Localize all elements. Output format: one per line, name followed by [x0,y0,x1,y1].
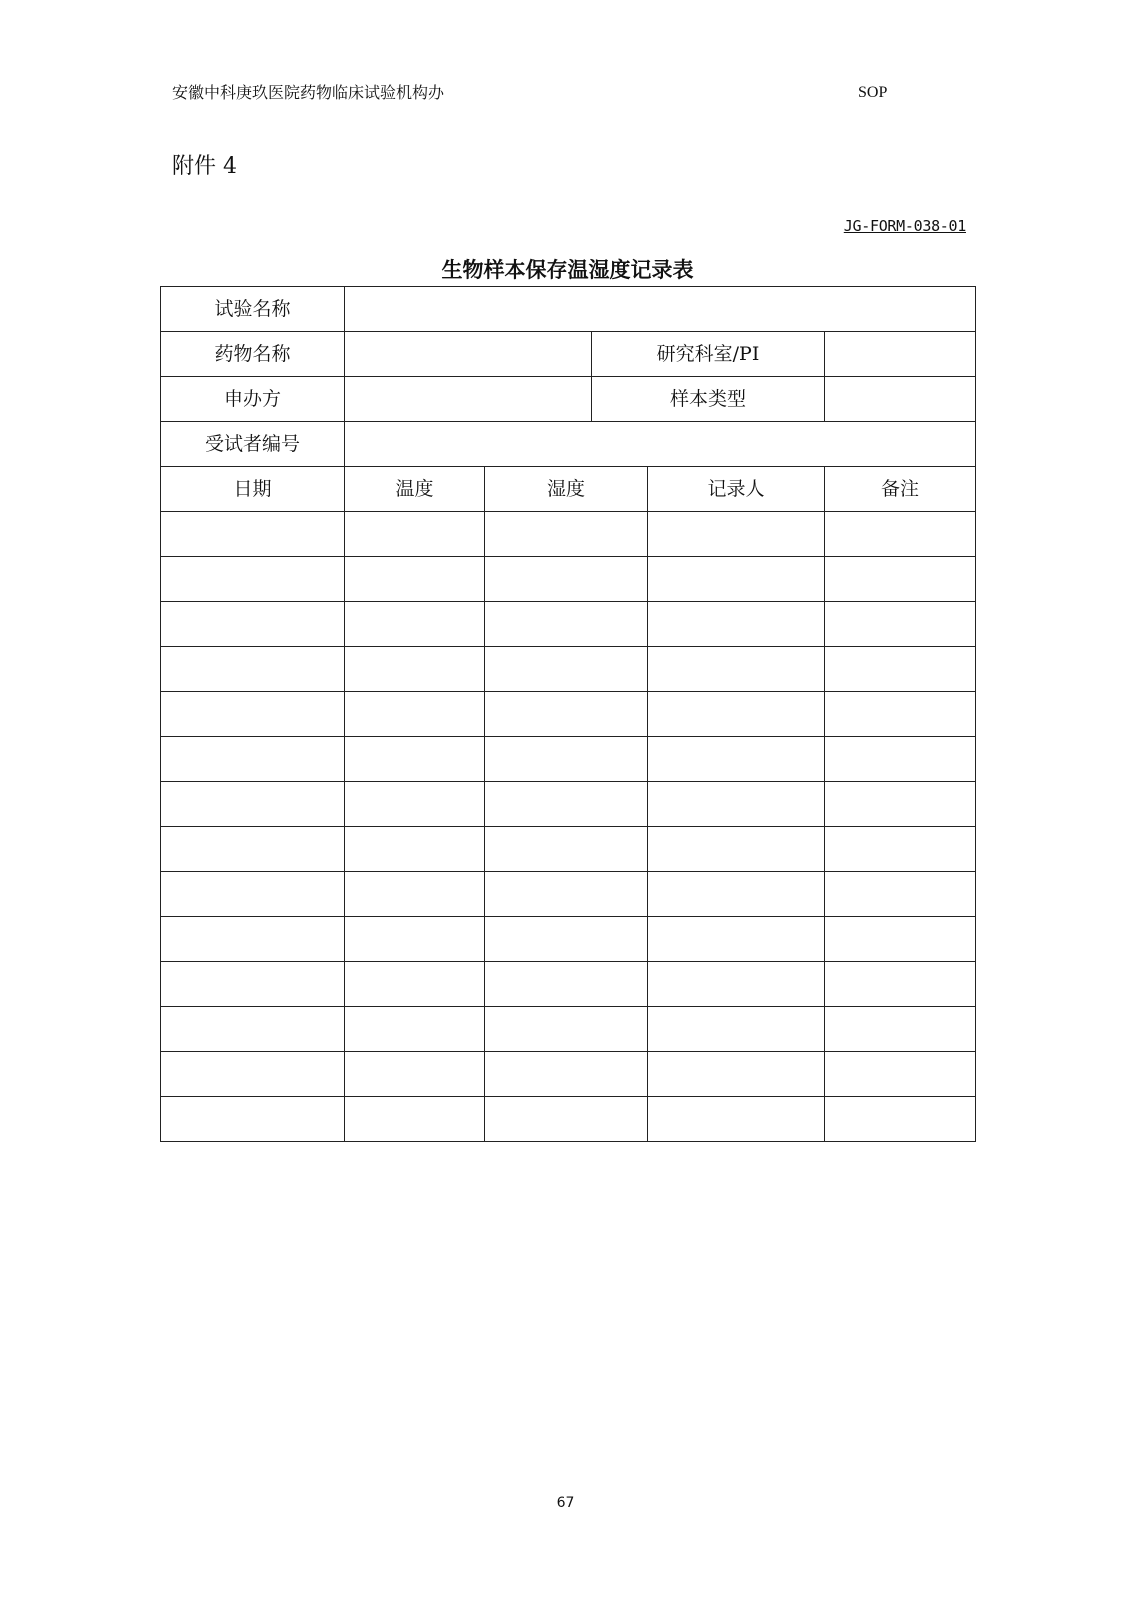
temperature-cell[interactable] [345,692,485,737]
remarks-cell[interactable] [825,917,976,962]
recorder-cell[interactable] [648,602,825,647]
recorder-cell[interactable] [648,512,825,557]
log-row [161,782,976,827]
drug-name-label: 药物名称 [161,332,345,377]
temperature-cell[interactable] [345,962,485,1007]
humidity-cell[interactable] [485,692,648,737]
date-cell[interactable] [161,647,345,692]
recorder-cell[interactable] [648,557,825,602]
remarks-cell[interactable] [825,1097,976,1142]
subject-id-label: 受试者编号 [161,422,345,467]
date-cell[interactable] [161,827,345,872]
temperature-cell[interactable] [345,782,485,827]
info-row-sponsor [161,377,976,422]
subject-id-value-cell[interactable] [345,422,976,467]
department-pi-value-cell[interactable] [825,332,976,377]
date-cell[interactable] [161,557,345,602]
date-cell[interactable] [161,872,345,917]
humidity-cell[interactable] [485,557,648,602]
log-header-row [161,467,976,512]
temperature-cell[interactable] [345,1097,485,1142]
humidity-cell[interactable] [485,1052,648,1097]
temperature-cell[interactable] [345,1052,485,1097]
date-cell[interactable] [161,512,345,557]
info-row-trial-name [161,287,976,332]
log-row [161,1007,976,1052]
sample-type-value-cell[interactable] [825,377,976,422]
attachment-label: 附件 4 [172,154,237,179]
temperature-cell[interactable] [345,602,485,647]
temperature-cell[interactable] [345,1007,485,1052]
humidity-cell[interactable] [485,1097,648,1142]
remarks-cell[interactable] [825,647,976,692]
humidity-cell[interactable] [485,737,648,782]
date-cell[interactable] [161,602,345,647]
temperature-cell[interactable] [345,737,485,782]
column-header-humidity: 湿度 [485,467,648,512]
remarks-cell[interactable] [825,1007,976,1052]
temperature-cell[interactable] [345,827,485,872]
humidity-cell[interactable] [485,827,648,872]
header-doc-type: SOP [858,84,888,101]
humidity-cell[interactable] [485,512,648,557]
recorder-cell[interactable] [648,872,825,917]
recorder-cell[interactable] [648,692,825,737]
trial-name-label: 试验名称 [161,287,345,332]
header-institution: 安徽中科庚玖医院药物临床试验机构办 [172,83,445,102]
date-cell[interactable] [161,917,345,962]
log-row [161,602,976,647]
humidity-cell[interactable] [485,872,648,917]
log-row [161,827,976,872]
drug-name-value-cell[interactable] [345,332,592,377]
date-cell[interactable] [161,962,345,1007]
remarks-cell[interactable] [825,872,976,917]
humidity-cell[interactable] [485,602,648,647]
recorder-cell[interactable] [648,917,825,962]
sponsor-value-cell[interactable] [345,377,592,422]
recorder-cell[interactable] [648,647,825,692]
column-header-recorder: 记录人 [648,467,825,512]
recorder-cell[interactable] [648,1007,825,1052]
temperature-cell[interactable] [345,872,485,917]
humidity-cell[interactable] [485,1007,648,1052]
temperature-cell[interactable] [345,512,485,557]
remarks-cell[interactable] [825,1052,976,1097]
date-cell[interactable] [161,782,345,827]
remarks-cell[interactable] [825,557,976,602]
column-header-temperature: 温度 [345,467,485,512]
date-cell[interactable] [161,692,345,737]
log-row [161,647,976,692]
recorder-cell[interactable] [648,1052,825,1097]
recorder-cell[interactable] [648,827,825,872]
page-number: 67 [556,1495,575,1511]
trial-name-value-cell[interactable] [345,287,976,332]
form-code: JG-FORM-038-01 [843,217,966,235]
recorder-cell[interactable] [648,737,825,782]
humidity-cell[interactable] [485,647,648,692]
form-title: 生物样本保存温湿度记录表 [441,258,694,282]
remarks-cell[interactable] [825,512,976,557]
column-header-remarks: 备注 [825,467,976,512]
column-header-date: 日期 [161,467,345,512]
remarks-cell[interactable] [825,737,976,782]
log-row [161,737,976,782]
log-row [161,872,976,917]
info-row-drug-name [161,332,976,377]
remarks-cell[interactable] [825,827,976,872]
recorder-cell[interactable] [648,782,825,827]
humidity-cell[interactable] [485,917,648,962]
date-cell[interactable] [161,1007,345,1052]
log-row [161,917,976,962]
temperature-cell[interactable] [345,917,485,962]
sponsor-label: 申办方 [161,377,345,422]
remarks-cell[interactable] [825,602,976,647]
log-row [161,512,976,557]
log-row [161,962,976,1007]
temperature-cell[interactable] [345,647,485,692]
department-pi-label: 研究科室/PI [592,332,825,377]
date-cell[interactable] [161,1052,345,1097]
recorder-cell[interactable] [648,962,825,1007]
remarks-cell[interactable] [825,962,976,1007]
info-row-subject-id [161,422,976,467]
humidity-cell[interactable] [485,782,648,827]
log-row [161,1052,976,1097]
record-table [160,286,976,1142]
sample-type-label: 样本类型 [592,377,825,422]
humidity-cell[interactable] [485,962,648,1007]
remarks-cell[interactable] [825,782,976,827]
temperature-cell[interactable] [345,557,485,602]
log-row [161,692,976,737]
date-cell[interactable] [161,737,345,782]
remarks-cell[interactable] [825,692,976,737]
recorder-cell[interactable] [648,1097,825,1142]
log-row [161,1097,976,1142]
date-cell[interactable] [161,1097,345,1142]
log-row [161,557,976,602]
